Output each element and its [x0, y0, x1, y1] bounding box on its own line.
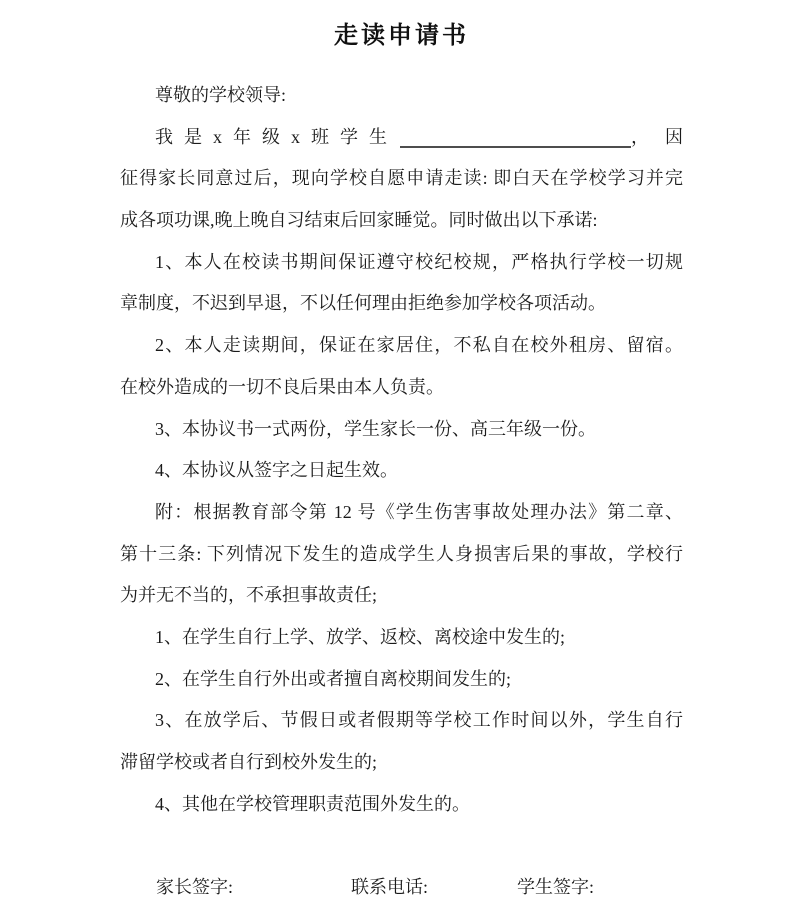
paragraph-line: 征得家长同意过后，现向学校自愿申请走读: 即白天在学校学习并完 [120, 168, 683, 189]
student-line-text: 我是x年级x班学生 [155, 126, 398, 147]
contact-phone-label: 联系电话: [351, 877, 429, 898]
paragraph-line: 成各项功课,晚上晚自习结束后回家睡觉。同时做出以下承诺: [120, 210, 598, 231]
student-line-tail: 因 [665, 126, 683, 147]
paragraph-line: 3、本协议书一式两份，学生家长一份、高三年级一份。 [155, 418, 596, 439]
paragraph-line: 1、本人在校读书期间保证遵守校纪校规，严格执行学校一切规 [155, 251, 683, 272]
document-title: 走读申请书 [334, 23, 469, 49]
student-info-line [120, 117, 683, 159]
document-body [120, 75, 683, 909]
parent-signature-label: 家长签字: [156, 877, 234, 898]
paragraph-line: 4、其他在学校管理职责范围外发生的。 [155, 793, 470, 814]
salutation-line: 尊敬的学校领导: [155, 85, 287, 105]
paragraph-line: 在校外造成的一切不良后果由本人负责。 [120, 376, 444, 397]
paragraph-line: 4、本协议从签字之日起生效。 [155, 460, 398, 481]
paragraph-line: 3、在放学后、节假日或者假期等学校工作时间以外，学生自行 [155, 710, 683, 731]
paragraph-line: 2、在学生自行外出或者擅自离校期间发生的; [155, 668, 511, 689]
student-name-blank-underline [400, 117, 631, 148]
paragraph-line: 为并无不当的，不承担事故责任; [120, 585, 377, 606]
paragraph-line: 1、在学生自行上学、放学、返校、离校途中发生的; [155, 626, 565, 647]
student-line-comma: ， [631, 126, 649, 147]
paragraph-lines [120, 158, 683, 825]
paragraph-line: 章制度，不迟到早退，不以任何理由拒绝参加学校各项活动。 [120, 293, 606, 314]
signature-row [120, 867, 683, 909]
blank-line [120, 825, 683, 867]
paragraph-line: 第十三条: 下列情况下发生的造成学生人身损害后果的事故，学校行 [120, 543, 683, 564]
paragraph-line: 2、本人走读期间，保证在家居住，不私自在校外租房、留宿。 [155, 335, 683, 356]
paragraph-line: 滞留学校或者自行到校外发生的; [120, 752, 377, 772]
student-signature-label: 学生签字: [517, 877, 595, 898]
paragraph-line: 附：根据教育部令第 12 号《学生伤害事故处理办法》第二章、 [155, 501, 683, 522]
